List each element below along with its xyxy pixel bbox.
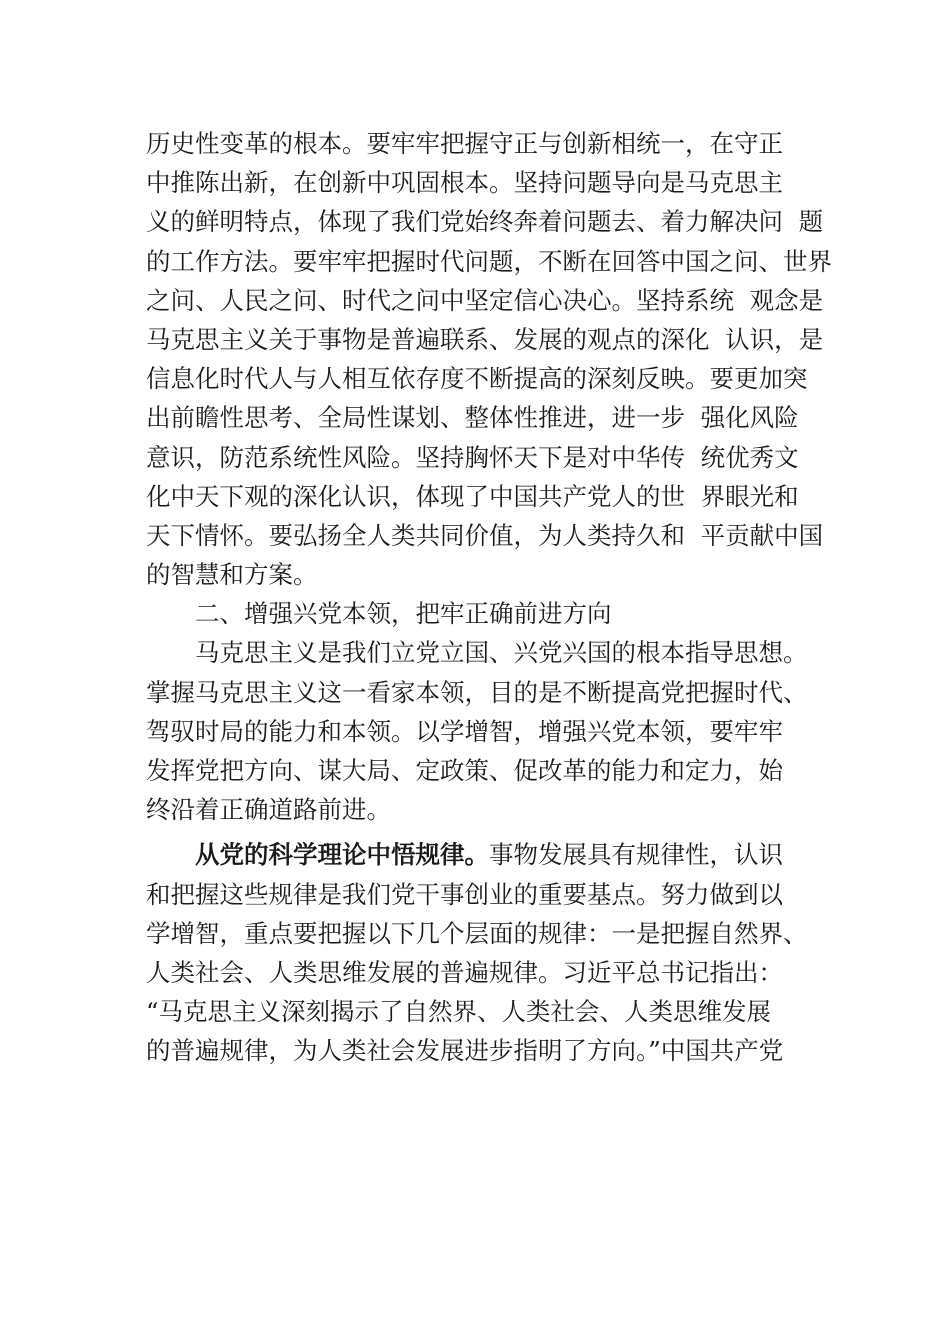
document-body bbox=[146, 124, 846, 1071]
text-line: 掌握马克思主义这一看家本领，目的是不断提高党把握时代、 bbox=[146, 677, 808, 707]
text-line: 意识，防范系统性风险。坚持胸怀天下是对中华传 统优秀文 bbox=[146, 442, 799, 472]
text-line: 出前瞻性思考、全局性谋划、整体性推进，进一步 强化风险 bbox=[146, 403, 799, 433]
text-line: 马克思主义是我们立党立国、兴党兴国的根本指导思想。 bbox=[195, 638, 808, 668]
text-line: 的工作方法。要牢牢把握时代问题，不断在回答中国之问、世界 bbox=[146, 246, 832, 276]
bold-lead-sentence: 从党的科学理论中悟规律。 bbox=[195, 840, 489, 870]
text-line: 中推陈出新，在创新中巩固根本。坚持问题导向是马克思主 bbox=[146, 168, 783, 198]
text-run: 事物发展具有规律性，认识 bbox=[489, 840, 783, 870]
text-line: 之问、人民之问、时代之问中坚定信心决心。坚持系统 观念是 bbox=[146, 285, 824, 315]
text-line: 天下情怀。要弘扬全人类共同价值，为人类持久和 平贡献中国 bbox=[146, 520, 824, 550]
text-line: 学增智，重点要把握以下几个层面的规律：一是把握自然界、 bbox=[146, 918, 808, 948]
paragraph bbox=[146, 633, 846, 829]
paragraph-continuation bbox=[146, 124, 846, 594]
text-line: 化中天下观的深化认识，体现了中国共产党人的世 界眼光和 bbox=[146, 481, 799, 511]
text-line bbox=[146, 835, 846, 874]
paragraph bbox=[146, 835, 846, 1070]
text-line: 的普遍规律，为人类社会发展进步指明了方向。”中国共产党 bbox=[146, 1036, 784, 1066]
text-line: 驾驭时局的能力和本领。以学增智，增强兴党本领，要牢牢 bbox=[146, 716, 783, 746]
text-line: 发挥党把方向、谋大局、定政策、促改革的能力和定力，始 bbox=[146, 756, 783, 785]
text-line: 马克思主义关于事物是普遍联系、发展的观点的深化 认识，是 bbox=[146, 324, 824, 354]
text-line: 的智慧和方案。 bbox=[146, 560, 318, 590]
text-line: 和把握这些规律是我们党干事创业的重要基点。努力做到以 bbox=[146, 879, 783, 909]
section-heading: 二、增强兴党本领，把牢正确前进方向 bbox=[195, 599, 612, 629]
text-line: 历史性变革的根本。要牢牢把握守正与创新相统一，在守正 bbox=[146, 129, 783, 158]
text-line: 终沿着正确道路前进。 bbox=[146, 795, 391, 825]
text-line: “马克思主义深刻揭示了自然界、人类社会、人类思维发展 bbox=[146, 997, 772, 1027]
text-line: 信息化时代人与人相互依存度不断提高的深刻反映。要更加突 bbox=[146, 364, 808, 394]
text-line: 人类社会、人类思维发展的普遍规律。习近平总书记指出： bbox=[146, 957, 783, 987]
text-line: 义的鲜明特点，体现了我们党始终奔着问题去、着力解决问 题 bbox=[146, 207, 824, 237]
